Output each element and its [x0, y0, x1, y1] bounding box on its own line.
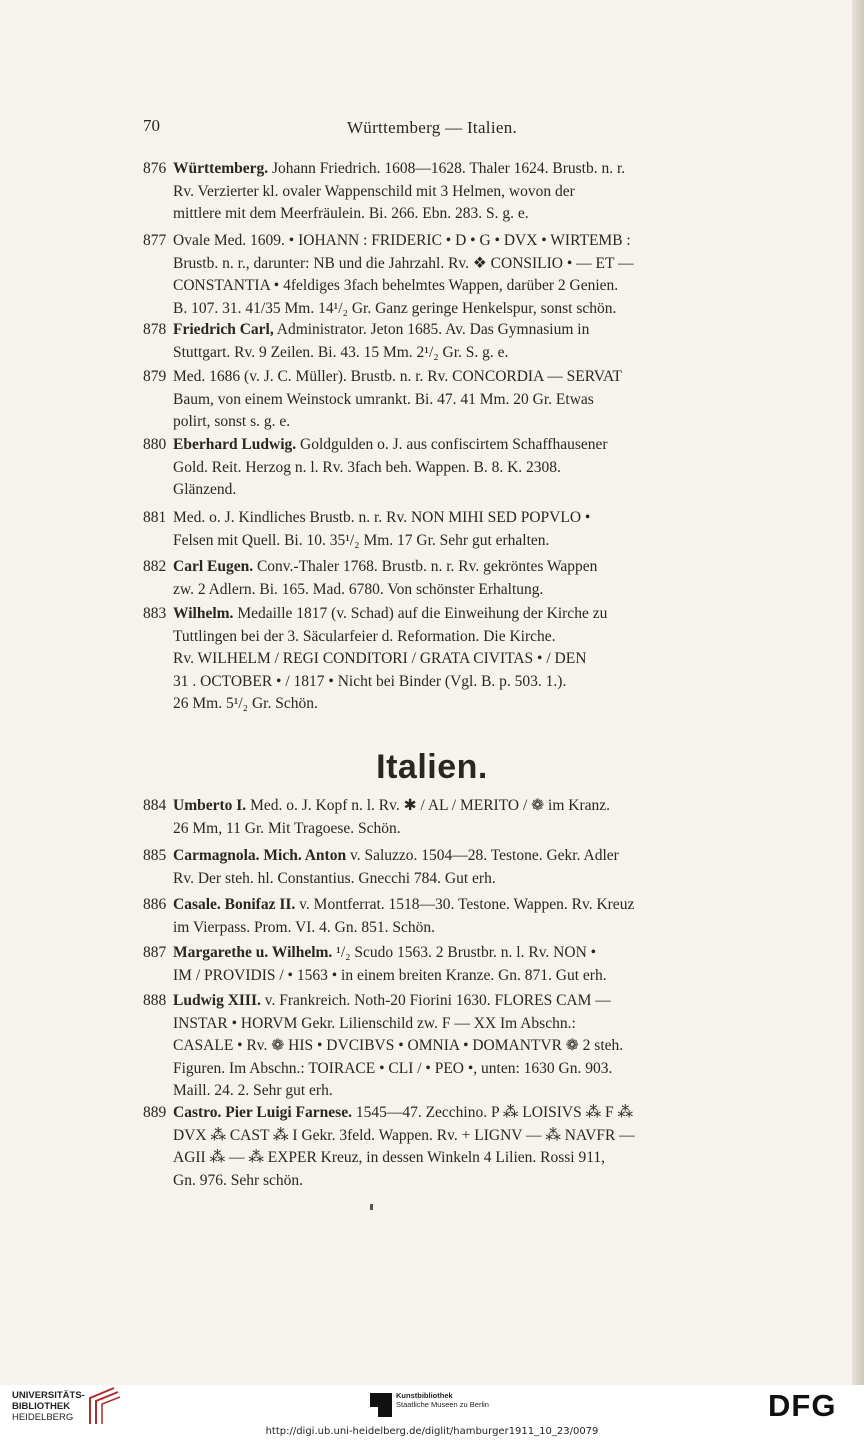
university-library-logo[interactable]: UNIVERSITÄTS- BIBLIOTHEK HEIDELBERG [12, 1390, 85, 1423]
entry-877: 877 Ovale Med. 1609. • IOHANN : FRIDERIC • D • G • DVX • WIRTEMB : Brustb. n. r., darunter: NB und die Jahrzahl. Rv. ❖ CONSILIO • — ET — CONSTANTIA • 4feldiges 3fach behelmtes Wappen, darüber 2 Genien. B. 107. 31. 41/35 Mm. 14¹/₂ Gr. Ganz geringe Henkelspur, sonst schön. [143, 232, 634, 317]
entry-885: 885 Carmagnola. Mich. Anton v. Saluzzo. 1504—28. Testone. Gekr. Adler Rv. Der steh. hl. Constantius. Gnecchi 784. Gut erh. [143, 847, 619, 887]
permalink-url[interactable]: http://digi.ub.uni-heidelberg.de/diglit/hamburger1911_10_23/0079 [265, 1426, 599, 1437]
section-title-italien: Italien. [376, 748, 488, 786]
dfg-logo[interactable]: DFG [768, 1388, 837, 1423]
page-number: 70 [143, 116, 160, 135]
university-emblem-icon [86, 1386, 122, 1426]
entry-888: 888 Ludwig XIII. v. Frankreich. Noth-20 Fiorini 1630. FLORES CAM — INSTAR • HORVM Gekr. Lilienschild zw. F — XX Im Abschn.: CASALE • Rv. ❁ HIS • DVCIBVS • OMNIA • DOMANTVR ❁ 2 steh. Figuren. Im Abschn.: TOIRACE • CLI / • PEO •, unten: 1630 Gn. 903. Maill. 24. 2. Sehr gut erh. [143, 992, 624, 1099]
entry-884: 884 Umberto I. Med. o. J. Kopf n. l. Rv. ✱ / AL / MERITO / ❁ im Kranz. 26 Mm, 11 Gr. Mit Tragoese. Schön. [143, 797, 610, 837]
page-edge-shadow [852, 0, 864, 1385]
entry-882: 882 Carl Eugen. Conv.-Thaler 1768. Brustb. n. r. Rv. gekröntes Wappen zw. 2 Adlern. Bi. 165. Mad. 6780. Von schönster Erhaltung. [143, 558, 598, 598]
kunstbibliothek-label[interactable]: Kunstbibliothek Staatliche Museen zu Berlin [396, 1391, 489, 1409]
entry-886: 886 Casale. Bonifaz II. v. Montferrat. 1518—30. Testone. Wappen. Rv. Kreuz im Vierpass. Prom. VI. 4. Gn. 851. Schön. [143, 896, 635, 936]
entry-883: 883 Wilhelm. Medaille 1817 (v. Schad) auf die Einweihung der Kirche zu Tuttlingen bei der 3. Säcularfeier d. Reformation. Die Kirche. Rv. WILHELM / REGI CONDITORI / GRATA CIVITAS • / DEN 31 . OCTOBER • / 1817 • Nicht bei Binder (Vgl. B. p. 503. 1.). 26 Mm. 5¹/₂ Gr. Schön. [143, 605, 608, 712]
entry-879: 879 Med. 1686 (v. J. C. Müller). Brustb. n. r. Rv. CONCORDIA — SERVAT Baum, von einem Weinstock umrankt. Bi. 47. 41 Mm. 20 Gr. Etwas polirt, sonst s. g. e. [143, 368, 623, 430]
entry-887: 887 Margarethe u. Wilhelm. ¹/₂ Scudo 1563. 2 Brustbr. n. l. Rv. NON • IM / PROVIDIS / • 1563 • in einem breiten Kranze. Gn. 871. Gut erh. [143, 944, 607, 984]
entry-876: 876 Württemberg. Johann Friedrich. 1608—1628. Thaler 1624. Brustb. n. r. Rv. Verzierter kl. ovaler Wappenschild mit 3 Helmen, wovon der mittlere mit dem Meerfräulein. Bi. 266. Ebn. 283. S. g. e. [143, 160, 626, 222]
kunstbibliothek-logo-icon [370, 1393, 392, 1417]
entry-889: 889 Castro. Pier Luigi Farnese. 1545—47. Zecchino. P ⁂ LOISIVS ⁂ F ⁂ DVX ⁂ CAST ⁂ I Gekr. 3feld. Wappen. Rv. + LIGNV — ⁂ NAVFR — AGII ⁂ — ⁂ EXPER Kreuz, in dessen Winkeln 4 Lilien. Rossi 911, Gn. 976. Sehr schön. [143, 1104, 635, 1189]
entry-878: 878 Friedrich Carl, Administrator. Jeton 1685. Av. Das Gymnasium in Stuttgart. Rv. 9 Zeilen. Bi. 43. 15 Mm. 2¹/₂ Gr. S. g. e. [143, 321, 590, 361]
running-title: Württemberg — Italien. [346, 118, 518, 137]
entry-880: 880 Eberhard Ludwig. Goldgulden o. J. aus confiscirtem Schaffhausener Gold. Reit. Herzog n. l. Rv. 3fach beh. Wappen. B. 8. K. 2308. Glänzend. [143, 436, 608, 498]
ink-speck [370, 1204, 373, 1210]
entry-881: 881 Med. o. J. Kindliches Brustb. n. r. Rv. NON MIHI SED POPVLO • Felsen mit Quell. Bi. 10. 35¹/₂ Mm. 17 Gr. Sehr gut erhalten. [143, 509, 591, 549]
digitization-footer [0, 1385, 864, 1440]
